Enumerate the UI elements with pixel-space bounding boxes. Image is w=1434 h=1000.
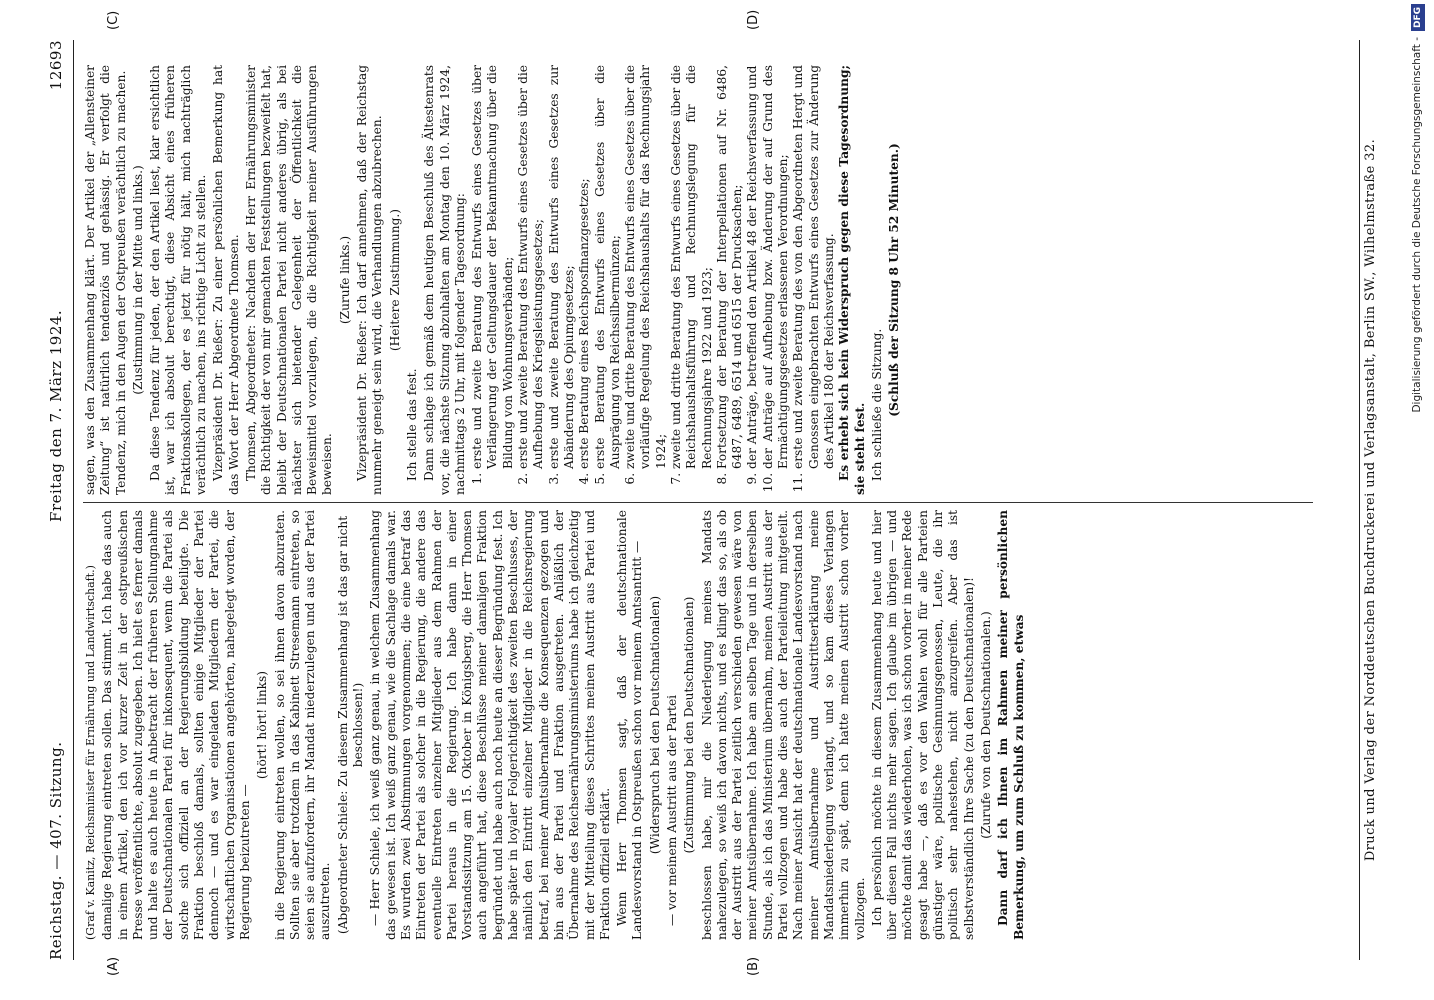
digitization-note-text <box>1408 4 1426 996</box>
column-divider <box>83 502 1313 503</box>
agenda-item: 6. zweite und dritte Beratung des Entwurfs eines Gesetzes über die vorläufige Regelung des Reichshaushalts für das Rechnungsjahr 1924; <box>623 65 669 469</box>
agenda-item: 11. erste und zweite Beratung des von den Abgeordneten Hergt und Genossen eingebrachten Entwurfs eines Gesetzes zur Änderung des Artikel 180 der Reichsverfassung. <box>791 65 837 469</box>
interjection: (Abgeordneter Schiele: Zu diesem Zusammenhang ist das gar nicht beschlossen!) <box>335 515 366 935</box>
agenda-item: 5. erste Beratung des Entwurfs eines Gesetzes über die Ausprägung von Reichssilbermünzen; <box>593 65 624 469</box>
agenda-item: 9. der Anträge, betreffend den Artikel 48 der Reichsverfassung und <box>745 65 760 469</box>
margin-marker-d: (D) <box>746 10 761 30</box>
interjection: (Zurufe von den Deutschnationalen.) <box>978 611 993 839</box>
paragraph: Ich persönlich möchte in diesem Zusammenhang heute und hier über diesen Fall nichts mehr sagen. Ich glaube im übrigen — und möchte damit das wiederholen, was ich schon vorher in meiner Rede gesagt habe —, daß es vor den Wahlen wohl für alle Parteien günstiger wäre, politische Gesinnungsgenossen, Leute, die ihr politisch sehr nahestehen, nicht anzugreifen. Aber das ist selbstverständlich Ihre Sache (zu den Deutschnationalen)! <box>869 510 976 940</box>
digitization-text: Digitalisierung gefördert durch die Deutsche Forschungsgemeinschaft - <box>1411 37 1423 413</box>
margin-marker-a: (A) <box>106 956 121 976</box>
interjection: (Heitere Zustimmung.) <box>387 208 402 352</box>
agenda-item: 3. erste und zweite Beratung des Entwurfs eines Gesetzes zur Abänderung des Opiumgesetzes; <box>547 65 578 469</box>
margin-marker-c: (C) <box>106 10 121 30</box>
paragraph: sagen, was den Zusammenhang klärt. Der Artikel der „Allensteiner Zeitung“ ist natürlich tendenziös und gehässig. Er verfolgt die Tendenz, mich in den Augen der Ostpreußen verächtlich zu machen. <box>83 65 128 495</box>
footer-rule <box>1359 40 1360 960</box>
paragraph: — Herr Schiele, ich weiß ganz genau, in welchem Zusammenhang das gewesen ist. Ich weiß ganz genau, wie die Sachlage damals war. Es wurden zwei Abstimmungen vorgenommen; die eine betraf das Eintreten der Partei als solcher in die Regierung, die andere das eventuelle Eintreten einzelner Mitglieder aus dem Rahmen der Partei heraus in die Regierung. Ich habe dann in einer Vorstandssitzung am 15. Oktober in Königsberg, die Herr Thomsen auch angeführt hat, diese Beschlüsse meiner damaligen Fraktion begründet und habe auch noch heute an dieser Begründung fest. Ich habe später in loyaler Folgerichtigkeit des zweiten Beschlusses, der nämlich den Eintritt einzelner Mitglieder in die Reichsregierung betraf, bei meiner Amtsübernahme die Konsequenzen gezogen und bin aus der Partei und Fraktion ausgetreten. Anläßlich der Übernahme des Reichsernährungsministeriums habe ich gleichzeitig mit der Mitteilung dieses Schrittes meinen Austritt aus Partei und Fraktion offiziell erklärt. <box>368 510 612 940</box>
agenda-list <box>470 65 837 495</box>
paragraph: — vor meinem Austritt aus der Partei <box>664 694 679 926</box>
paragraph: beschlossen habe, mir die Niederlegung meines Mandats nahezulegen, so weiß ich davon nichts, und es klingt das so, als ob der Austritt aus der Partei zeitlich verschieden gewesen wäre von meiner Amtsübernahme. Ich habe am selben Tage und in derselben Stunde, als ich das Ministerium übernahm, meinen Austritt aus der Partei vollzogen und habe dies auch der Parteileitung mitgeteilt. Nach meiner Ansicht hat der deutschnationale Landesvorstand nach meiner Amtsübernahme und Austrittserklärung meine Mandatsniederlegung verlangt, und so kam dieses Verlangen immerhin zu spät, denn ich hatte meinen Austritt schon vorher vollzogen. <box>699 510 867 940</box>
interjection: (Zustimmung bei den Deutschnationalen) <box>682 596 697 854</box>
dfg-logo: DFG <box>1411 4 1425 31</box>
page-number: 12693 <box>47 40 65 91</box>
paragraph: Thomsen, Abgeordneter: Nachdem der Herr Ernährungsminister die Richtigkeit der von mir gemachten Feststellungen bezweifelt hat, bleibt der Deutschnationalen Partei nicht anderes übrig, als bei nächster sich bietender Gelegenheit der Öffentlichkeit die Beweismittel vorzulegen, die die Richtigkeit meiner Ausführungen beweisen. <box>243 65 335 495</box>
paragraph: Dann darf ich Ihnen im Rahmen meiner persönlichen Bemerkung, um zum Schluß zu kommen, etwas <box>996 510 1026 940</box>
interjection: (Widerspruch bei den Deutschnationalen) <box>647 595 662 855</box>
paragraph: Da diese Tendenz für jeden, der den Artikel liest, klar ersichtlich ist, war ich absolut berechtigt, diese Absicht eines früheren Fraktionskollegen, der es jetzt für nötig hält, mich nachträglich verächtlich zu machen, ins richtige Licht zu stellen. <box>148 65 209 495</box>
paragraph: Ich stelle das fest. <box>404 368 419 481</box>
document-page <box>11 10 1406 990</box>
printer-imprint: Druck und Verlag der Norddeutschen Buchdruckerei und Verlagsanstalt, Berlin SW., Wilhelmstraße 32. <box>1363 138 1378 862</box>
paragraph: Wenn Herr Thomsen sagt, daß der deutschnationale Landesvorstand in Ostpreußen schon vor meinem Amtsantritt — <box>615 510 645 940</box>
paragraph: Vizepräsident Dr. Rießer: Zu einer persönlichen Bemerkung hat das Wort der Herr Abgeordnete Thomsen. <box>211 65 241 495</box>
paragraph: damalige Regierung eintreten sollen. Das stimmt. Ich habe das auch in einem Artikel, den ich vor kurzer Zeit in der ostpreußischen Presse veröffentlichte, absolut zugegeben. Ich hielt es ferner damals und halte es auch heute in Anbetracht der früheren Stellungnahme der Deutschnationalen Partei für inkonsequent, wenn die Partei als solche sich offiziell an der Regierungsbildung beteiligte. Die Fraktion beschloß damals, sollten einige Mitglieder der Partei dennoch — und es war eingeladen Mitgliedern der Partei, die wirtschaftlichen Organisationen angehörten, nahegelegt worden, der Regierung beizutreten — <box>100 510 252 940</box>
header-left: Reichstag. — 407. Sitzung. <box>47 741 65 960</box>
agenda-item: 1. erste und zweite Beratung des Entwurfs eines Gesetzes über Verlängerung der Geltungsdauer der Bekanntmachung über die Bildung von Wohnungsverbänden; <box>470 65 516 469</box>
interjection: (hört! hört! links) <box>255 670 270 780</box>
margin-marker-b: (B) <box>746 956 761 976</box>
agenda-item: 4. erste Beratung eines Reichsposfinanzgesetzes; <box>577 65 592 469</box>
paragraph: Ich schließe die Sitzung. <box>869 328 884 481</box>
paragraph: Es erhebt sich kein Widerspruch gegen diese Tagesordnung; sie steht fest. <box>837 65 867 495</box>
speaker-lead: (Graf v. Kanitz, Reichsminister für Ernährung und Landwirtschaft.) <box>84 565 97 940</box>
page-header <box>41 40 71 960</box>
header-rule <box>73 40 74 960</box>
agenda-item: 10. der Anträge auf Aufhebung bzw. Änderung der auf Grund des Ermächtigungsgesetzes erlassenen Verordnungen; <box>761 65 792 469</box>
paragraph: Vizepräsident Dr. Rießer: Ich darf annehmen, daß der Reichstag nunmehr geneigt sein wird, die Verhandlungen abzubrechen. <box>355 65 385 495</box>
right-column <box>83 65 1353 495</box>
interjection: (Zustimmung in der Mitte und links.) <box>130 165 145 395</box>
header-date: Freitag den 7. März 1924. <box>47 309 65 522</box>
digitization-note <box>1408 4 1426 996</box>
paragraph: Dann schlage ich gemäß dem heutigen Beschluß des Ältestenrats vor, die nächste Sitzung abzuhalten am Montag den 10. März 1924, nachmittags 2 Uhr, mit folgender Tagesordnung: <box>422 65 467 495</box>
paragraph: in die Regierung eintreten wollen, so sei ihnen davon abzuraten. Sollten sie aber trotzdem in das Kabinett Stresemann eintreten, so seien sie aufzufordern, ihr Mandat niederzulegen und aus der Partei auszutreten. <box>272 510 333 940</box>
agenda-item: 7. zweite und dritte Beratung des Entwurfs eines Gesetzes über die Reichshaushaltsführung und Rechnungslegung für die Rechnungsjahre 1922 und 1923; <box>669 65 715 469</box>
agenda-item: 2. erste und zweite Beratung des Entwurfs eines Gesetzes über die Aufhebung des Kriegsleistungsgesetzes; <box>516 65 547 469</box>
agenda-item: 8. Fortsetzung der Beratung der Interpellationen auf Nr. 6486, 6487, 6489, 6514 und 6515 der Drucksachen; <box>715 65 746 469</box>
interjection: (Zurufe links.) <box>337 235 352 325</box>
session-closing: (Schluß der Sitzung 8 Uhr 52 Minuten.) <box>887 143 902 417</box>
left-column <box>83 510 1353 940</box>
